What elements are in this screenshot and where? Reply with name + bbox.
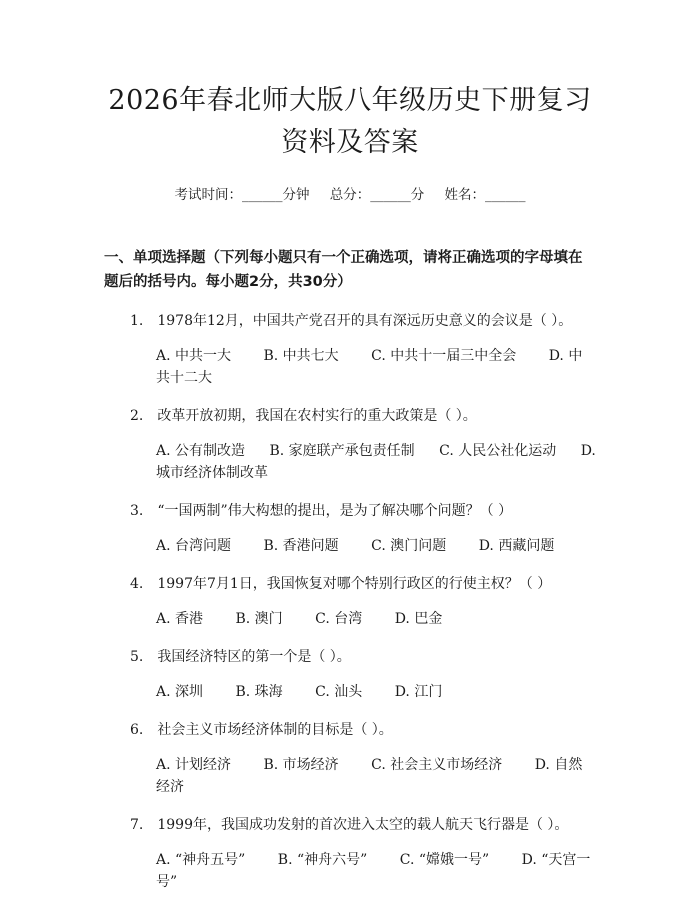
section-heading: 一、单项选择题（下列每小题只有一个正确选项，请将正确选项的字母填在题后的括号内。每小题2分，共30分） xyxy=(104,250,583,290)
option: C. 汕头 xyxy=(315,684,363,700)
option: A. 计划经济 xyxy=(156,757,232,773)
question-stem: 7. 1999年，我国成功发射的首次进入太空的载人航天飞行器是（ ）。 xyxy=(130,817,569,833)
option: C. “嫦娥一号” xyxy=(399,852,490,868)
option: A. 香港 xyxy=(156,611,204,627)
total-score: 总分：______分 xyxy=(329,187,425,203)
question-options xyxy=(104,440,596,484)
option: C. 人民公社化运动 xyxy=(439,443,557,459)
option: A. 深圳 xyxy=(156,684,204,700)
question xyxy=(104,573,596,630)
option: C. 社会主义市场经济 xyxy=(371,757,503,773)
question xyxy=(104,814,596,893)
option: C. 澳门问题 xyxy=(371,538,447,554)
option: A. “神舟五号” xyxy=(156,852,246,868)
question xyxy=(104,646,596,703)
question-options xyxy=(104,849,596,893)
question-options xyxy=(104,535,596,557)
question-options xyxy=(104,681,596,703)
question-stem: 6. 社会主义市场经济体制的目标是（ ）。 xyxy=(130,722,393,738)
question xyxy=(104,405,596,484)
option: B. 香港问题 xyxy=(263,538,339,554)
question-options xyxy=(104,608,596,630)
option: D. 自然经济 xyxy=(156,757,583,795)
question-stem: 3. “一国两制”伟大构想的提出，是为了解决哪个问题？（ ） xyxy=(130,503,513,519)
option: D. 江门 xyxy=(394,684,443,700)
exam-info xyxy=(104,184,596,206)
option: D. 西藏问题 xyxy=(478,538,555,554)
question-stem: 5. 我国经济特区的第一个是（ ）。 xyxy=(130,649,351,665)
option: B. 中共七大 xyxy=(263,348,339,364)
option: C. 中共十一届三中全会 xyxy=(371,348,517,364)
option: A. 台湾问题 xyxy=(156,538,232,554)
question xyxy=(104,310,596,389)
question-stem: 1. 1978年12月，中国共产党召开的具有深远历史意义的会议是（ ）。 xyxy=(130,313,573,329)
question-options xyxy=(104,754,596,798)
document-title: 2026年春北师大版八年级历史下册复习资料及答案 xyxy=(108,85,592,158)
option: D. 城市经济体制改革 xyxy=(156,443,596,481)
option: B. 珠海 xyxy=(235,684,283,700)
option: A. 中共一大 xyxy=(156,348,232,364)
option: B. 澳门 xyxy=(235,611,283,627)
option: A. 公有制改造 xyxy=(156,443,246,459)
option: B. “神舟六号” xyxy=(277,852,368,868)
option: B. 家庭联产承包责任制 xyxy=(269,443,415,459)
exam-time: 考试时间：______分钟 xyxy=(174,187,310,203)
question-stem: 4. 1997年7月1日，我国恢复对哪个特别行政区的行使主权？（ ） xyxy=(130,576,552,592)
student-name: 姓名：______ xyxy=(444,187,526,203)
option: B. 市场经济 xyxy=(263,757,339,773)
question-options xyxy=(104,345,596,389)
question-stem: 2. 改革开放初期，我国在农村实行的重大政策是（ ）。 xyxy=(130,408,477,424)
question xyxy=(104,719,596,798)
option: D. “天宫一号” xyxy=(156,852,591,890)
option: D. 巴金 xyxy=(394,611,443,627)
option: C. 台湾 xyxy=(315,611,363,627)
option: D. 中共十二大 xyxy=(156,348,583,386)
question xyxy=(104,500,596,557)
